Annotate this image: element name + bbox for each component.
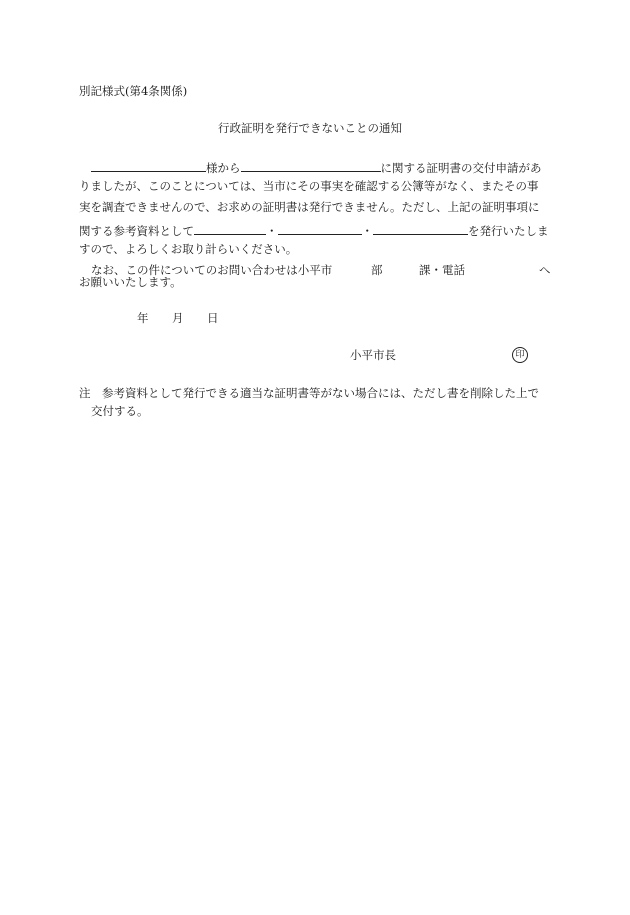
document-title: 行政証明を発行できないことの通知: [218, 121, 402, 135]
reference-text: 関する参考資料として: [79, 224, 194, 238]
body-line-1: [91, 160, 542, 175]
seal-icon: 印: [512, 347, 528, 363]
separator-dot-1: ・: [266, 224, 278, 238]
to-label: へ: [539, 263, 551, 277]
department-label: 部: [371, 263, 383, 277]
separator-dot-2: ・: [361, 224, 373, 238]
form-label: 別記様式(第4条関係): [79, 84, 188, 98]
body-line-4: [79, 223, 549, 238]
issue-text: を発行いたしま: [468, 224, 549, 238]
reference-blank-1: [194, 223, 266, 235]
mayor-title: 小平市長: [350, 348, 396, 362]
note-line-2: 交付する。: [91, 404, 149, 418]
note-line-1: 注 参考資料として発行できる適当な証明書等がない場合には、ただし書を削除した上で: [79, 386, 539, 400]
body-line-5: すので、よろしくお取り計らいください。: [79, 242, 298, 256]
month-label: 月: [172, 311, 184, 325]
body-line-7: お願いいたします。: [79, 275, 182, 289]
inquiry-text: なお、この件についてのお問い合わせは小平市: [91, 263, 333, 277]
day-label: 日: [207, 311, 219, 325]
request-text: に関する証明書の交付申請があ: [380, 161, 542, 175]
subject-blank: [241, 160, 381, 172]
applicant-name-blank: [91, 160, 206, 172]
section-phone-label: 課・電話: [419, 263, 465, 277]
body-line-3: 実を調査できませんので、お求めの証明書は発行できません。ただし、上記の証明事項に: [79, 200, 540, 214]
reference-blank-3: [373, 223, 468, 235]
body-line-2: りましたが、このことについては、当市にその事実を確認する公簿等がなく、またその事: [79, 179, 539, 193]
reference-blank-2: [278, 223, 362, 235]
year-label: 年: [137, 311, 149, 325]
from-text: 様から: [206, 161, 241, 175]
